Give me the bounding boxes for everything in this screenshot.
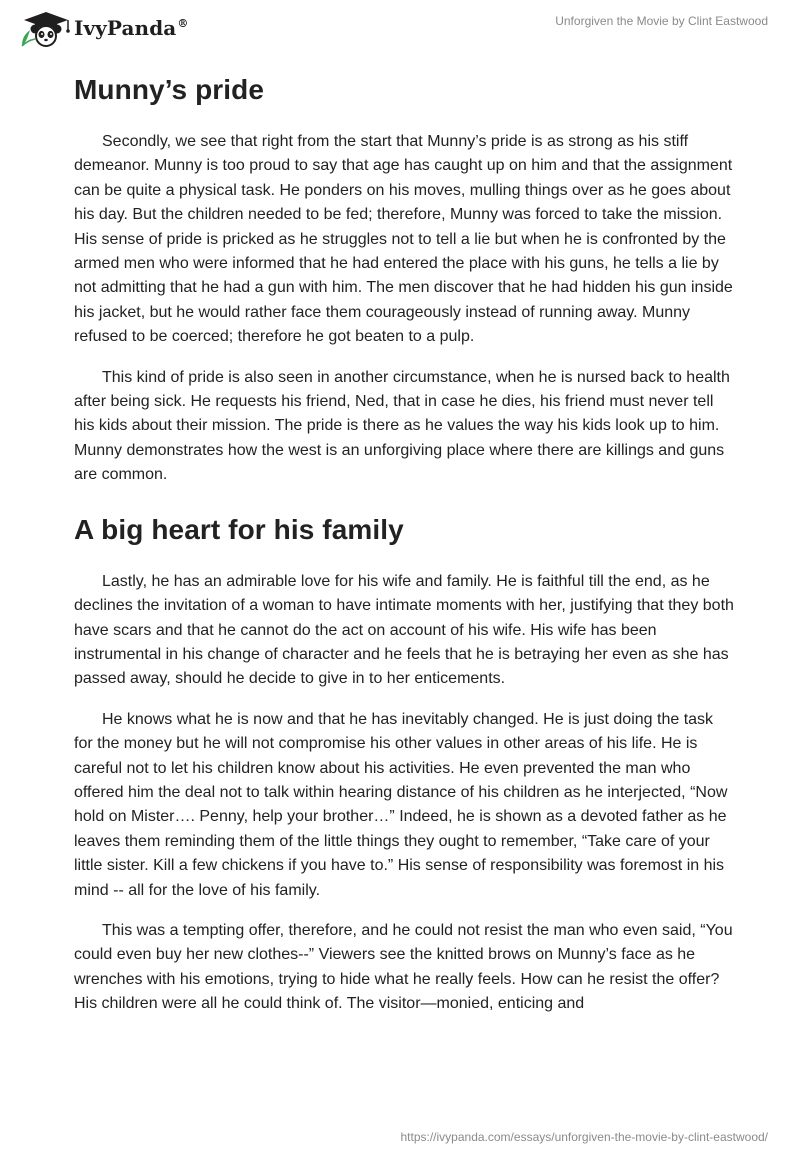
source-url-link[interactable]: https://ivypanda.com/essays/unforgiven-the-movie-by-clint-eastwood/ [400,1130,768,1144]
paragraph: Lastly, he has an admirable love for his wife and family. He is faithful till the end, as he declines the invitation of a woman to have intimate moments with her, justifying that they both have scars and that he cannot do the act on account of his wife. His wife has been instrumental in his change of character and he feels that he is betraying her even as she has passed away, should he decide to give in to her enticements. [74,572,734,688]
section-heading-big-heart: A big heart for his family [74,513,404,545]
page-header [0,0,800,60]
paragraph: He knows what he is now and that he has inevitably changed. He is just doing the task for the money but he will not compromise his other values in other areas of his life. He is careful not to let his children know about his activities. He even prevented the man who offered him the deal not to talk within hearing distance of his children as he interjected, “Now hold on Mister…. Penny, help your brother…” Indeed, he is shown as a devoted father as he leaves them reminding them of the little things they ought to remember, “Take care of your little sister. Kill a few chickens if you have to.” His sense of responsibility was foremost in his mind -- all for the love of his family. [74,710,728,899]
section-heading-munnys-pride: Munny’s pride [74,74,265,105]
document-title: Unforgiven the Movie by Clint Eastwood [555,14,768,28]
paragraph: This was a tempting offer, therefore, and he could not resist the man who even said, “You could even buy her new clothes--” Viewers see the knitted brows on Munny’s face as he wrenches with his emotions, trying to hide what he really feels. How can he resist the offer? His children were all he could think of. The visitor—monied, enticing and [74,921,733,1013]
registered-mark: ® [177,17,189,31]
article-body [74,68,734,1017]
brand-name: IvyPanda® [74,16,189,40]
ivypanda-logo[interactable] [16,8,188,48]
panda-graduate-icon [16,8,72,48]
paragraph: This kind of pride is also seen in another circumstance, when he is nursed back to health after being sick. He requests his friend, Ned, that in case he dies, his friend must never tell his kids about their mission. The pride is there as he values the way his kids look up to him. Munny demonstrates how the west is an unforgiving place where there are killings and guns are common. [74,368,730,484]
paragraph: Secondly, we see that right from the start that Munny’s pride is as strong as his stiff demeanor. Munny is too proud to say that age has caught up on him and that the assignment can be quite a physical task. He ponders on his moves, mulling things over as he goes about his day. But the children needed to be fed; therefore, Munny was forced to take the mission. His sense of pride is pricked as he struggles not to tell a lie but when he is confronted by the armed men who were informed that he had entered the place with his guns, he tells a lie by not admitting that he had a gun with him. The men discover that he had hidden his gun inside his jacket, but he would rather face them courageously instead of running away. Munny refused to be coerced; therefore he got beaten to a pulp. [74,133,733,346]
